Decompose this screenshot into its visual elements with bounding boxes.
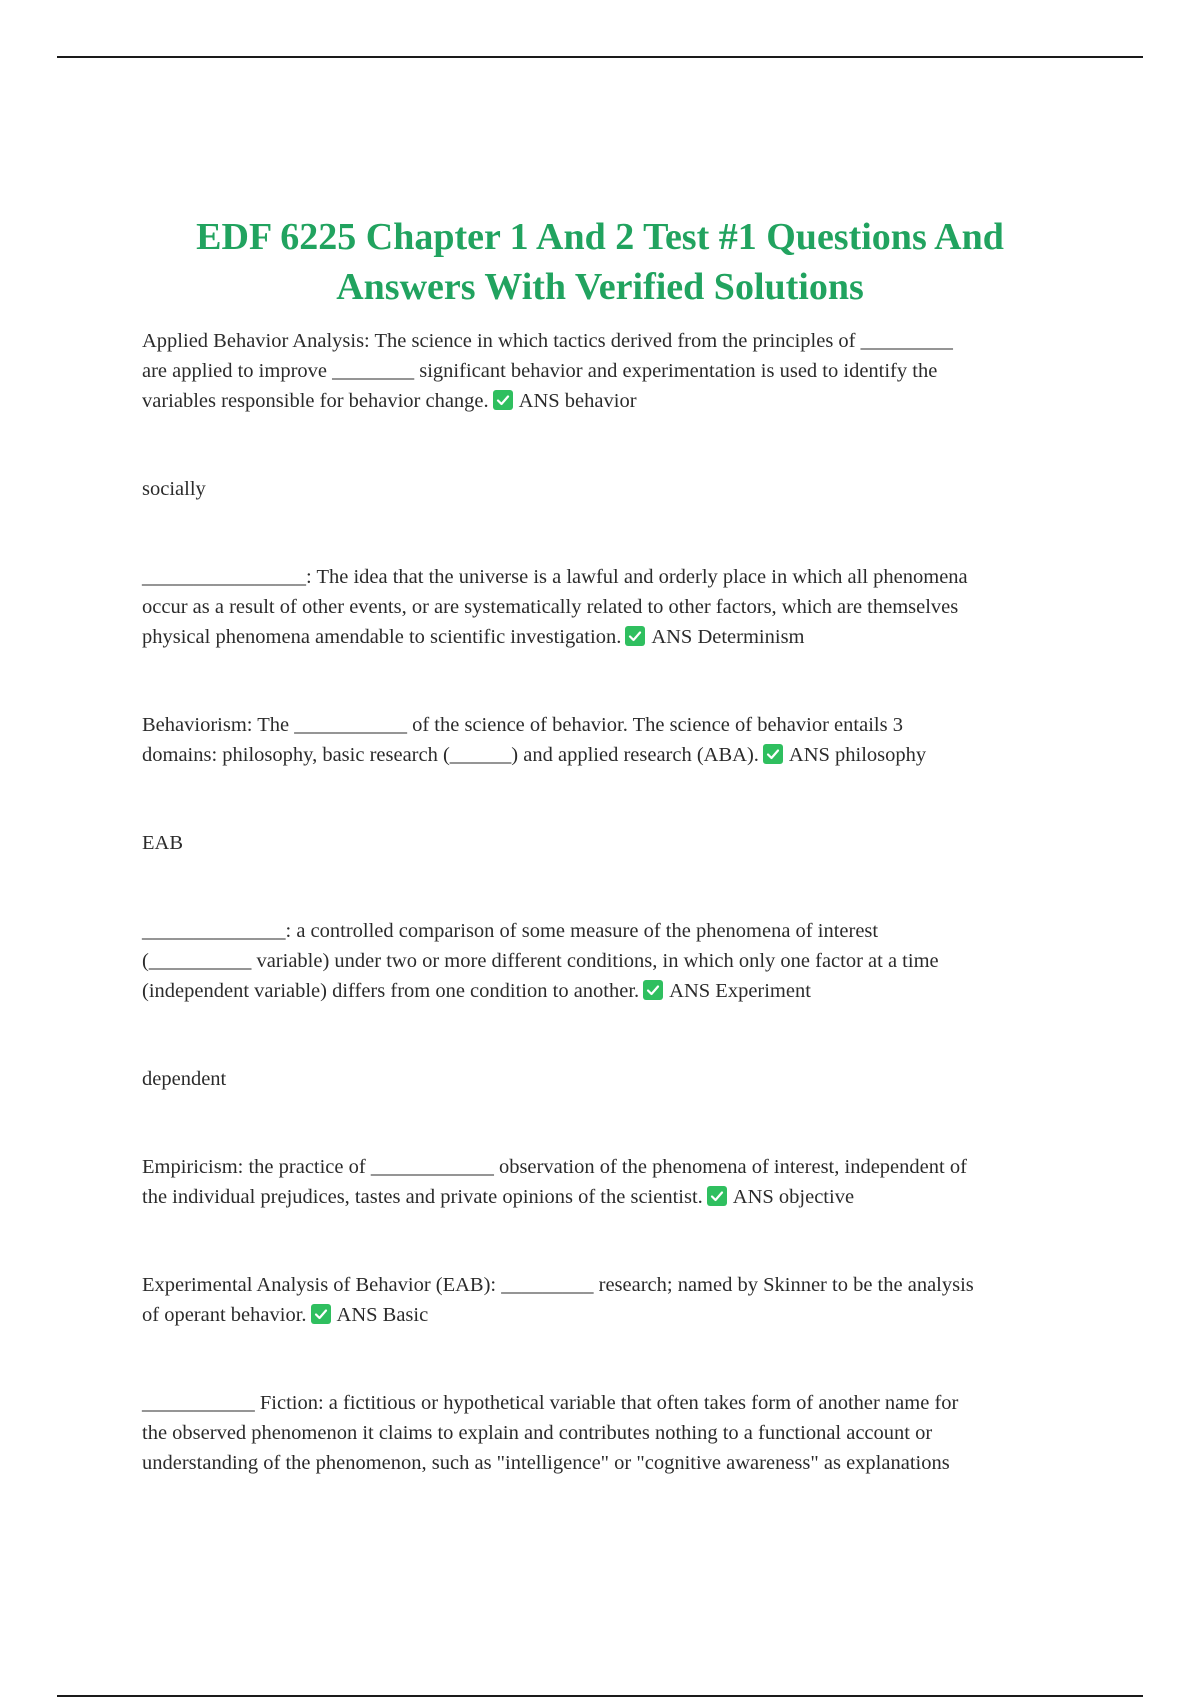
check-box-icon <box>311 1304 331 1324</box>
check-box-icon <box>643 980 663 1000</box>
question-line: the observed phenomenon it claims to explain and contributes nothing to a functional account or <box>142 1422 933 1444</box>
qa-item <box>142 562 1062 652</box>
qa-item <box>142 1270 1062 1330</box>
question-line: Experimental Analysis of Behavior (EAB): _________ research; named by Skinner to be the analysis <box>142 1274 974 1296</box>
answer-continuation: socially <box>142 478 206 500</box>
check-box-icon <box>763 744 783 764</box>
title-line-2: Answers With Verified Solutions <box>336 266 864 308</box>
answer-continuation: dependent <box>142 1068 227 1090</box>
document-title <box>140 212 1060 312</box>
question-line: Behaviorism: The ___________ of the science of behavior. The science of behavior entails 3 <box>142 714 903 736</box>
question-line: physical phenomena amendable to scientific investigation. <box>142 626 622 648</box>
question-line: variables responsible for behavior change. <box>142 390 489 412</box>
qa-list <box>142 326 1062 1478</box>
check-box-icon <box>625 626 645 646</box>
top-rule <box>57 56 1143 58</box>
question-line: ___________ Fiction: a fictitious or hypothetical variable that often takes form of another name for <box>142 1392 959 1414</box>
qa-item <box>142 828 1062 858</box>
qa-item <box>142 1152 1062 1212</box>
check-box-icon <box>707 1186 727 1206</box>
question-line: are applied to improve ________ significant behavior and experimentation is used to identify the <box>142 360 938 382</box>
qa-item <box>142 710 1062 770</box>
question-line: (independent variable) differs from one condition to another. <box>142 980 640 1002</box>
qa-item <box>142 474 1062 504</box>
answer-text: ANS Experiment <box>669 980 811 1002</box>
check-box-icon <box>493 390 513 410</box>
answer-text: ANS philosophy <box>788 744 927 766</box>
bottom-rule <box>57 1695 1143 1697</box>
question-line: domains: philosophy, basic research (______) and applied research (ABA). <box>142 744 759 766</box>
answer-continuation: EAB <box>142 832 183 854</box>
question-line: (__________ variable) under two or more different conditions, in which only one factor at a time <box>142 950 939 972</box>
answer-text: ANS Determinism <box>651 626 805 648</box>
answer-text: ANS behavior <box>518 390 637 412</box>
qa-item <box>142 916 1062 1006</box>
question-line: ______________: a controlled comparison of some measure of the phenomena of interest <box>142 920 879 942</box>
question-line: Applied Behavior Analysis: The science in which tactics derived from the principles of _________ <box>142 330 953 352</box>
qa-item <box>142 326 1062 416</box>
question-line: Empiricism: the practice of ____________ observation of the phenomena of interest, independent of <box>142 1156 967 1178</box>
qa-item <box>142 1064 1062 1094</box>
answer-text: ANS objective <box>732 1186 855 1208</box>
question-line: the individual prejudices, tastes and private opinions of the scientist. <box>142 1186 703 1208</box>
answer-text: ANS Basic <box>336 1304 429 1326</box>
question-line: ________________: The idea that the universe is a lawful and orderly place in which all phenomena <box>142 566 968 588</box>
question-line: occur as a result of other events, or are systematically related to other factors, which are themselves <box>142 596 959 618</box>
qa-item <box>142 1388 1062 1478</box>
question-line: of operant behavior. <box>142 1304 307 1326</box>
question-line: understanding of the phenomenon, such as "intelligence" or "cognitive awareness" as explanations <box>142 1452 950 1474</box>
title-line-1: EDF 6225 Chapter 1 And 2 Test #1 Questions And <box>196 216 1004 258</box>
